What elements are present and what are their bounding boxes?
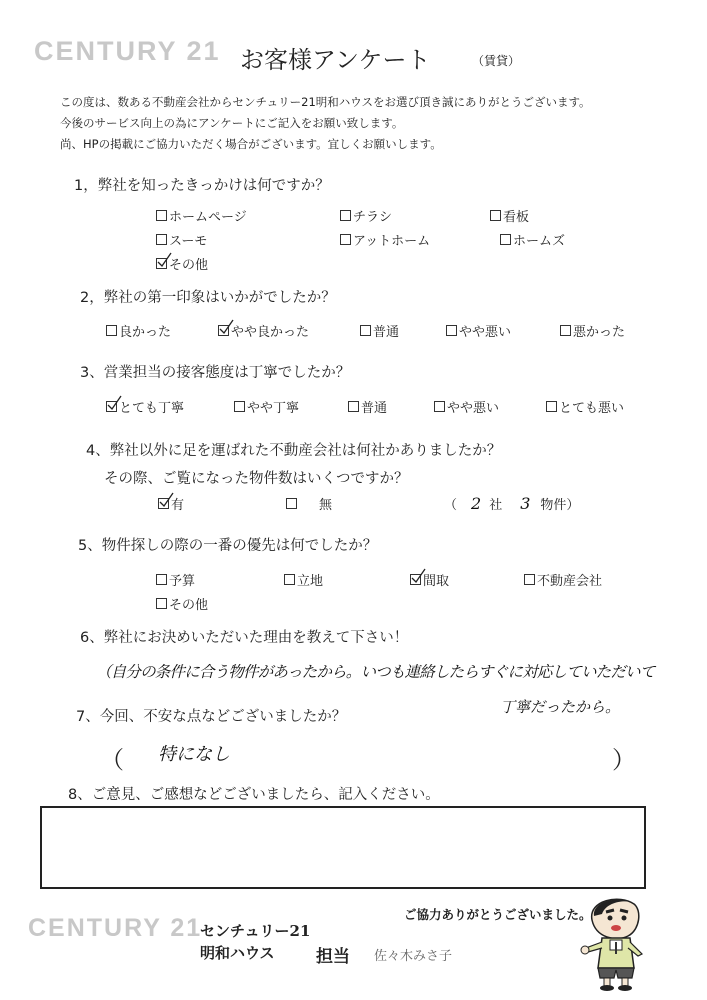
q1-option-athome[interactable]: アットホーム [340, 230, 430, 249]
q4-option-yes[interactable]: 有 [158, 494, 184, 513]
checkbox[interactable] [546, 401, 557, 412]
properties-unit: 物件） [540, 498, 580, 513]
intro-line-2: 今後のサービス向上の為にアンケートにご記入をお願い致します。 [60, 116, 404, 130]
q2-option-fairly-good[interactable]: やや良かった [218, 321, 309, 340]
checkbox[interactable] [500, 234, 511, 245]
q1-option-homes[interactable]: ホームズ [500, 230, 565, 249]
checkmark-icon [218, 319, 234, 335]
intro-line-3: 尚、HPの掲載にご協力いただく場合がございます。宜しくお願いします。 [60, 137, 442, 151]
company-name-line-2: 明和ハウス [200, 944, 275, 962]
checkbox[interactable] [490, 210, 501, 221]
checkbox[interactable] [284, 574, 295, 585]
staff-name: 佐々木みさ子 [374, 949, 453, 964]
q2-option-bad[interactable]: 悪かった [560, 321, 625, 340]
q2-option-good[interactable]: 良かった [106, 321, 171, 340]
company-name-line-1: センチュリー21 [200, 922, 311, 940]
q7-paren-open: （ [100, 746, 124, 774]
checkbox[interactable] [348, 401, 359, 412]
q3-option-average[interactable]: 普通 [348, 397, 387, 416]
q3-option-fairly-polite[interactable]: やや丁寧 [234, 397, 299, 416]
checkbox[interactable] [360, 325, 371, 336]
checkbox-checked[interactable] [156, 258, 167, 269]
q5-option-layout[interactable]: 間取 [410, 570, 449, 589]
q3-option-very-polite[interactable]: とても丁寧 [106, 397, 184, 416]
q1-option-homepage[interactable]: ホームページ [156, 206, 247, 225]
checkmark-icon [410, 568, 426, 584]
checkbox[interactable] [156, 234, 167, 245]
q1-option-other[interactable]: その他 [156, 254, 208, 273]
checkbox[interactable] [446, 325, 457, 336]
q5-option-location[interactable]: 立地 [284, 570, 323, 589]
checkmark-icon [106, 395, 122, 411]
question-4: 4、弊社以外に足を運ばれた不動産会社は何社かありましたか？ [86, 443, 502, 459]
checkbox-checked[interactable] [218, 325, 229, 336]
q2-option-average[interactable]: 普通 [360, 321, 399, 340]
staff-label: 担当 [316, 947, 350, 967]
checkbox[interactable] [156, 574, 167, 585]
q5-option-agency[interactable]: 不動産会社 [524, 570, 602, 589]
q3-option-very-bad[interactable]: とても悪い [546, 397, 624, 416]
q5-option-budget[interactable]: 予算 [156, 570, 195, 589]
checkbox[interactable] [106, 325, 117, 336]
header-logo: CENTURY 21 [34, 36, 221, 66]
question-6: 6、弊社にお決めいただいた理由を教えて下さい！ [80, 630, 409, 646]
question-3: 3、営業担当の接客態度は丁寧でしたか？ [80, 365, 351, 381]
mascot-illustration [576, 890, 656, 992]
checkbox[interactable] [524, 574, 535, 585]
checkbox[interactable] [340, 210, 351, 221]
checkbox[interactable] [286, 498, 297, 509]
checkmark-icon [156, 252, 172, 268]
q1-option-flyer[interactable]: チラシ [340, 206, 392, 225]
question-7: 7、今回、不安な点などございましたか？ [76, 709, 347, 725]
checkbox[interactable] [434, 401, 445, 412]
checkbox-checked[interactable] [410, 574, 421, 585]
q3-option-fairly-bad[interactable]: やや悪い [434, 397, 499, 416]
intro-line-1: この度は、数ある不動産会社からセンチュリー21明和ハウスをお選び頂き誠にありがとうございます。 [60, 95, 591, 109]
companies-count[interactable]: 2 [471, 494, 482, 513]
q2-option-fairly-bad[interactable]: やや悪い [446, 321, 511, 340]
q7-answer[interactable]: 特になし [158, 744, 230, 765]
checkbox-checked[interactable] [106, 401, 117, 412]
question-1: 1，弊社を知ったきっかけは何ですか？ [74, 178, 330, 194]
checkbox[interactable] [340, 234, 351, 245]
q8-comment-box[interactable] [40, 806, 646, 889]
thanks-message: ご協力ありがとうございました。 [404, 907, 592, 922]
page-title: お客様アンケート [240, 46, 431, 74]
q1-option-suumo[interactable]: スーモ [156, 230, 207, 249]
checkbox[interactable] [156, 598, 167, 609]
question-2: 2，弊社の第一印象はいかがでしたか？ [80, 290, 336, 306]
q4-count-field[interactable] [444, 494, 579, 513]
q6-answer-line-2[interactable]: 丁寧だったから。 [500, 698, 621, 716]
q5-option-other[interactable]: その他 [156, 594, 208, 613]
question-5: 5、物件探しの際の一番の優先は何でしたか？ [78, 538, 378, 554]
paren-open: （ [444, 498, 458, 513]
checkmark-icon [158, 492, 174, 508]
checkbox[interactable] [156, 210, 167, 221]
question-4-sub: その際、ご覧になった物件数はいくつですか？ [104, 471, 409, 487]
page-subtitle: （賃貸） [472, 54, 521, 68]
q1-option-signboard[interactable]: 看板 [490, 206, 529, 225]
properties-count[interactable]: 3 [520, 494, 531, 513]
companies-unit: 社 [489, 498, 503, 513]
checkbox[interactable] [560, 325, 571, 336]
q4-option-no[interactable]: 無 [286, 494, 332, 513]
intro-text [60, 92, 591, 155]
footer-logo: CENTURY 21 [28, 914, 203, 942]
q7-paren-close: ） [612, 746, 636, 774]
checkbox[interactable] [234, 401, 245, 412]
checkbox-checked[interactable] [158, 498, 169, 509]
q6-answer-line-1[interactable]: （自分の条件に合う物件があったから。いつも連絡したらすぐに対応していただいて [96, 663, 655, 681]
question-8: 8、ご意見、ご感想などございましたら、記入ください。 [68, 787, 440, 803]
